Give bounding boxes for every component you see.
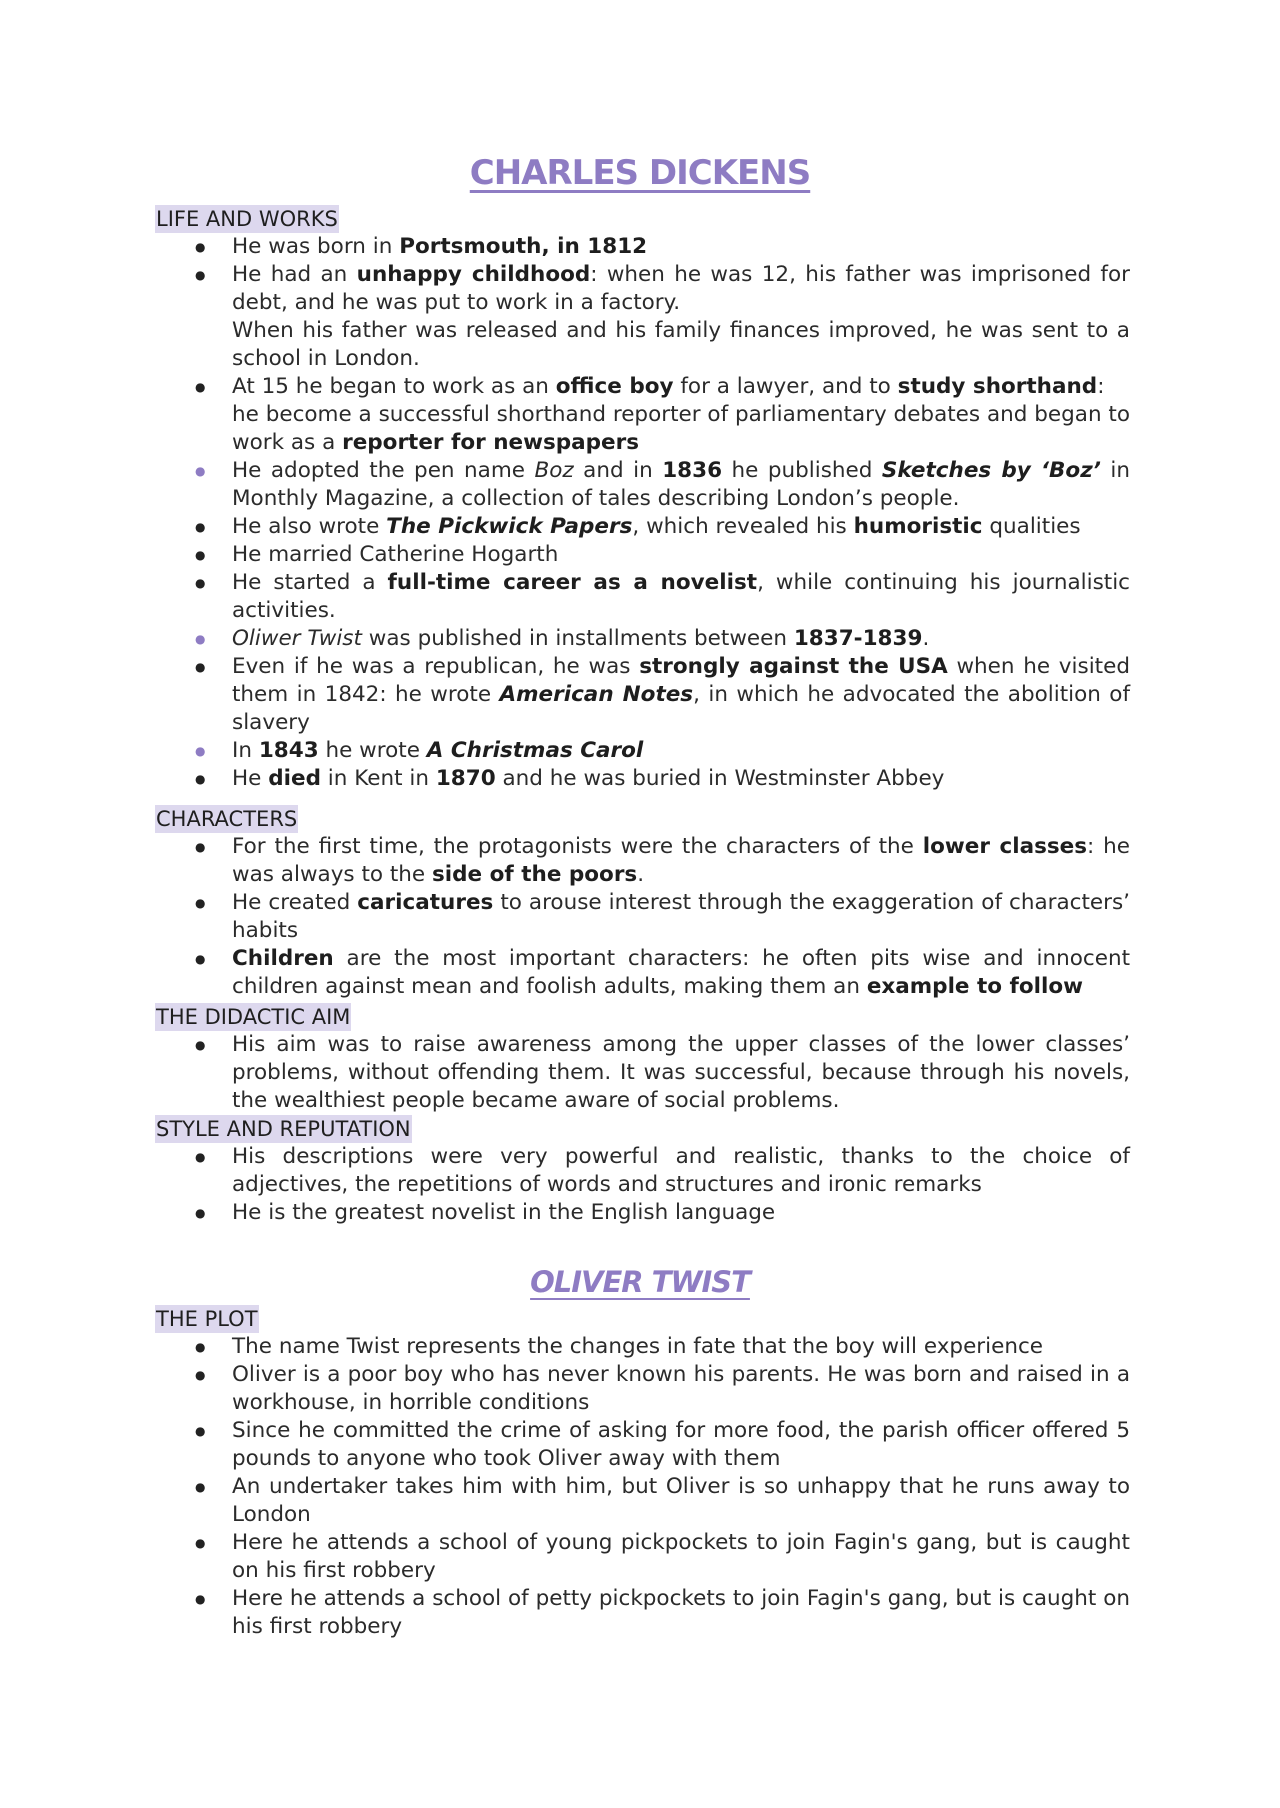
section-heading-didactic-aim: THE DIDACTIC AIM (156, 1005, 351, 1029)
list-item: ● Even if he was a republican, he was strongly against the USA when he visited them in 1842: he wrote American Notes, in which he advocated the abolition of slavery (232, 653, 1130, 737)
oliver-twist-title: OLIVER TWIST (530, 1265, 750, 1299)
list-item: ● An undertaker takes him with him, but Oliver is so unhappy that he runs away to London (232, 1473, 1130, 1529)
life-and-works-list (232, 233, 1130, 793)
section-heading-life-and-works: LIFE AND WORKS (156, 207, 338, 231)
list-item: ● His aim was to raise awareness among the upper classes of the lower classes’ problems, without offending them. It was successful, because through his novels, the wealthiest people became aware of social problems. (232, 1031, 1130, 1115)
style-and-reputation-list (232, 1143, 1130, 1227)
list-item: ● He created caricatures to arouse interest through the exaggeration of characters’ habits (232, 889, 1130, 945)
list-item: ● At 15 he began to work as an office boy for a lawyer, and to study shorthand: he become a successful shorthand reporter of parliamentary debates and began to work as a reporter for newspapers (232, 373, 1130, 457)
list-item: ● Oliwer Twist was published in installments between 1837-1839. (232, 625, 1130, 653)
list-item: ● He died in Kent in 1870 and he was buried in Westminster Abbey (232, 765, 1130, 793)
list-item: ● Oliver is a poor boy who has never known his parents. He was born and raised in a workhouse, in horrible conditions (232, 1361, 1130, 1417)
didactic-aim-list (232, 1031, 1130, 1115)
list-item: ● He also wrote The Pickwick Papers, which revealed his humoristic qualities (232, 513, 1130, 541)
list-item: ● He married Catherine Hogarth (232, 541, 1130, 569)
list-item: ● In 1843 he wrote A Christmas Carol (232, 737, 1130, 765)
list-item: ● His descriptions were very powerful and realistic, thanks to the choice of adjectives, the repetitions of words and structures and ironic remarks (232, 1143, 1130, 1199)
list-item: ● He had an unhappy childhood: when he was 12, his father was imprisoned for debt, and he was put to work in a factory. When his father was released and his family finances improved, he was sent to a school in London. (232, 261, 1130, 373)
list-item: ● Here he attends a school of petty pickpockets to join Fagin's gang, but is caught on his first robbery (232, 1585, 1130, 1641)
list-item: ● He was born in Portsmouth, in 1812 (232, 233, 1130, 261)
list-item: ● He adopted the pen name Boz and in 1836 he published Sketches by ‘Boz’ in Monthly Magazine, a collection of tales describing London’s people. (232, 457, 1130, 513)
section-heading-style-and-reputation: STYLE AND REPUTATION (156, 1117, 411, 1141)
section-heading-characters: CHARACTERS (156, 807, 298, 831)
list-item: ● Children are the most important characters: he often pits wise and innocent children against mean and foolish adults, making them an example to follow (232, 945, 1130, 1001)
plot-list (232, 1333, 1130, 1641)
list-item: ● Here he attends a school of young pickpockets to join Fagin's gang, but is caught on his first robbery (232, 1529, 1130, 1585)
list-item: ● He is the greatest novelist in the English language (232, 1199, 1130, 1227)
document-title: CHARLES DICKENS (469, 153, 811, 193)
list-item: ● He started a full-time career as a novelist, while continuing his journalistic activities. (232, 569, 1130, 625)
characters-list (232, 833, 1130, 1001)
list-item: ● For the first time, the protagonists were the characters of the lower classes: he was always to the side of the poors. (232, 833, 1130, 889)
section-heading-the-plot: THE PLOT (156, 1307, 258, 1331)
list-item: ● Since he committed the crime of asking for more food, the parish officer offered 5 pounds to anyone who took Oliver away with them (232, 1417, 1130, 1473)
list-item: ● The name Twist represents the changes in fate that the boy will experience (232, 1333, 1130, 1361)
